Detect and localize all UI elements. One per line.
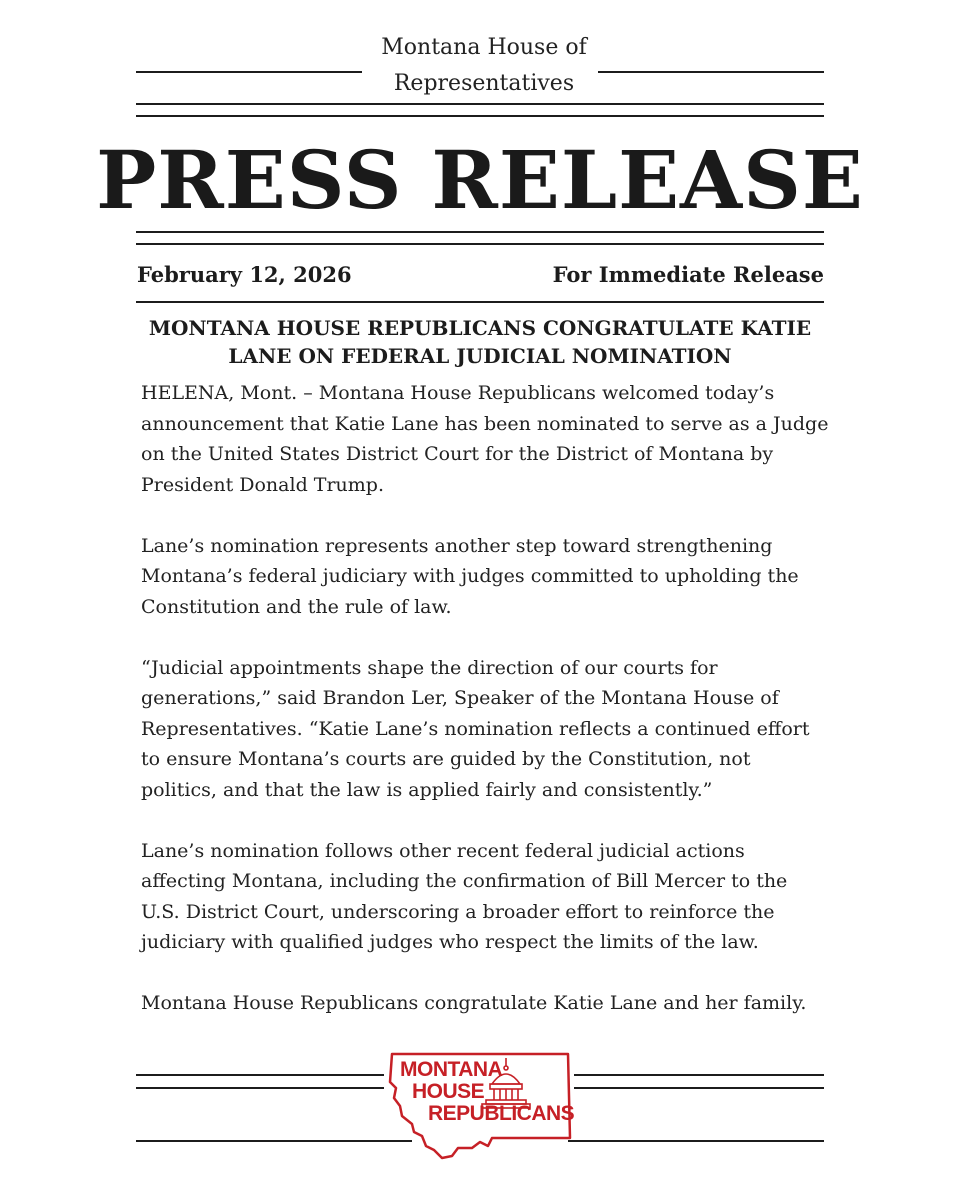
header-rule-full-2 xyxy=(136,115,824,117)
footer-rule-left-2 xyxy=(136,1087,384,1089)
footer-rule-right-2 xyxy=(574,1087,824,1089)
body-paragraph: Lane’s nomination follows other recent federal judicial actions affecting Montana, including the confirmation of Bill Mercer to the U.S. District Court, underscoring a broader effort to reinforce the judiciary with qualified judges who respect the limits of the law. xyxy=(141,839,788,953)
headline: MONTANA HOUSE REPUBLICANS CONGRATULATE KATIE LANE ON FEDERAL JUDICIAL NOMINATION xyxy=(148,316,812,368)
organization-name: Montana House of Representatives xyxy=(381,35,587,96)
title-rule-2 xyxy=(136,243,824,245)
meta-rule xyxy=(136,301,824,303)
body-paragraph: HELENA, Mont. – Montana House Republicans welcomed today’s announcement that Katie Lane has been nominated to serve as a Judge on the United States District Court for the District of Montana by President Donald Trump. xyxy=(141,382,829,496)
logo-line-house: HOUSE xyxy=(412,1080,485,1103)
body-paragraph: Montana House Republicans congratulate Katie Lane and her family. xyxy=(141,992,807,1014)
title-rule-1 xyxy=(136,231,824,233)
body-paragraph: “Judicial appointments shape the direction of our courts for generations,” said Brandon Ler, Speaker of the Montana House of Representatives. “Katie Lane’s nomination reflects a continued effort to ensure Montana’s courts are guided by the Constitution, not politics, and that the law is applied fairly and consistently.” xyxy=(141,656,810,801)
release-date: February 12, 2026 xyxy=(137,262,352,287)
montana-house-republicans-logo xyxy=(388,1052,574,1162)
footer-rule-right-1 xyxy=(574,1074,824,1076)
header-rule-left xyxy=(136,71,362,73)
footer-rule-left-1 xyxy=(136,1074,384,1076)
logo-line-montana: MONTANA xyxy=(400,1058,503,1081)
header-rule-full-1 xyxy=(136,103,824,105)
press-body xyxy=(141,378,831,1049)
logo-line-republicans: REPUBLICANS xyxy=(428,1102,575,1125)
release-type: For Immediate Release xyxy=(552,262,824,287)
body-paragraph: Lane’s nomination represents another step toward strengthening Montana’s federal judiciary with judges committed to upholding the Constitution and the rule of law. xyxy=(141,534,799,618)
footer-rule-left-3 xyxy=(136,1140,412,1142)
header-rule-right xyxy=(598,71,824,73)
footer-rule-right-3 xyxy=(568,1140,824,1142)
page-title: PRESS RELEASE xyxy=(96,133,864,227)
